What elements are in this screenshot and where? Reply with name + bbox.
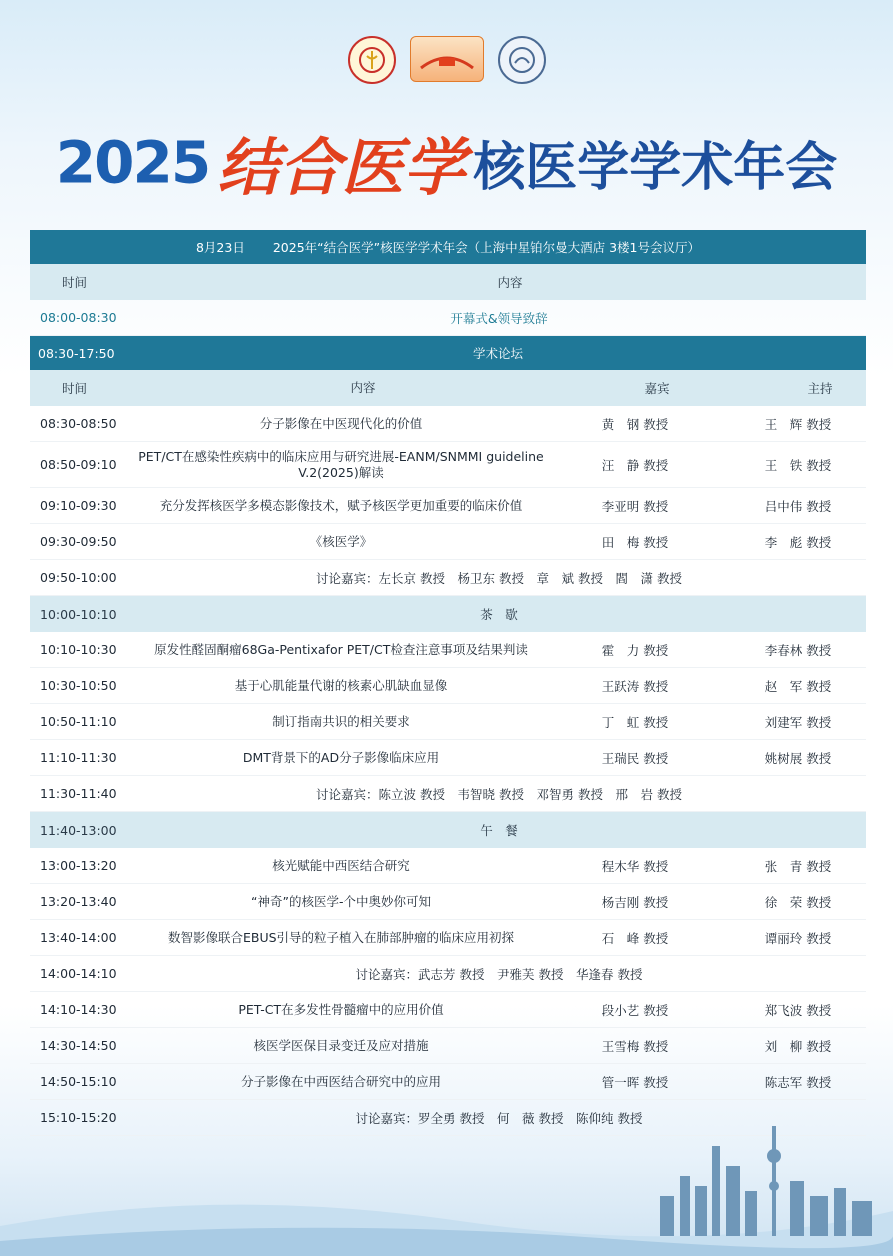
session-row [30, 1028, 866, 1064]
session-guest: 管一晖 教授 [601, 1074, 669, 1090]
session-host: 王 辉 教授 [764, 416, 832, 432]
session-row [30, 524, 866, 560]
session-title: 基于心肌能量代谢的核素心肌缺血显像 [234, 677, 448, 693]
session-host: 李春林 教授 [764, 642, 832, 658]
title-calligraphy: 结合医学 [217, 131, 466, 204]
session-row [30, 740, 866, 776]
header-time: 时间 [62, 275, 88, 290]
session-host: 刘建军 教授 [764, 714, 832, 730]
session-title: 充分发挥核医学多模态影像技术，赋予核医学更加重要的临床价值 [159, 497, 523, 513]
session-time: 14:30-14:50 [40, 1038, 117, 1053]
session-time: 08:30-08:50 [40, 416, 117, 431]
session-guest: 田 梅 教授 [601, 534, 669, 550]
session-title: 核光赋能中西医结合研究 [272, 857, 410, 873]
session-host: 李 彪 教授 [764, 534, 832, 550]
col-host: 主持 [807, 381, 833, 396]
column-header-row [30, 370, 866, 406]
session-host: 王 铁 教授 [764, 457, 832, 473]
session-title: 数智影像联合EBUS引导的粒子植入在肺部肿瘤的临床应用初探 [167, 929, 515, 945]
session-guest: 杨吉刚 教授 [601, 894, 669, 910]
conference-logo [410, 36, 484, 82]
session-guest: 李亚明 教授 [601, 498, 669, 514]
session-row [30, 884, 866, 920]
event-banner [30, 230, 866, 264]
title-rest: 核医学学术年会 [473, 138, 838, 198]
session-row [30, 848, 866, 884]
break-label: 午 餐 [480, 823, 518, 838]
discussion-guests: 讨论嘉宾：武志芳 教授 尹雅芙 教授 华逢春 教授 [355, 966, 643, 982]
opening-row [30, 300, 866, 336]
event-date: 8月23日 [195, 240, 245, 255]
discussion-guests: 讨论嘉宾：左长京 教授 杨卫东 教授 章 斌 教授 閻 潇 教授 [316, 570, 682, 586]
session-title: DMT背景下的AD分子影像临床应用 [242, 749, 440, 765]
session-row [30, 632, 866, 668]
session-row [30, 442, 866, 488]
association-seal-logo [498, 36, 546, 84]
header-content: 内容 [497, 275, 523, 290]
session-guest: 汪 静 教授 [601, 457, 669, 473]
discussion-guests: 讨论嘉宾：陈立波 教授 韦智晓 教授 邓智勇 教授 邢 岩 教授 [316, 786, 682, 802]
session-host: 吕中伟 教授 [764, 498, 832, 514]
session-host: 徐 荣 教授 [764, 894, 832, 910]
session-row [30, 704, 866, 740]
session-time: 13:00-13:20 [40, 858, 117, 873]
session-host: 郑飞波 教授 [764, 1002, 832, 1018]
session-title: 分子影像在中医现代化的价值 [259, 415, 423, 431]
schedule-table [30, 230, 866, 1136]
session-guest: 程木华 教授 [601, 858, 669, 874]
session-time: 11:10-11:30 [40, 750, 117, 765]
forum-row [30, 336, 866, 370]
break-label: 茶 歇 [480, 607, 518, 622]
page-title [0, 118, 893, 207]
session-row [30, 920, 866, 956]
session-guest: 丁 虹 教授 [601, 714, 669, 730]
session-time: 10:10-10:30 [40, 642, 117, 657]
break-row [30, 812, 866, 848]
session-host: 陈志军 教授 [764, 1074, 832, 1090]
session-title: “神奇”的核医学-个中奥妙你可知 [251, 893, 431, 909]
session-host: 刘 柳 教授 [764, 1038, 832, 1054]
col-content: 内容 [350, 380, 376, 395]
session-guest: 王雪梅 教授 [601, 1038, 669, 1054]
session-time: 14:00-14:10 [40, 966, 117, 981]
session-title: 《核医学》 [309, 533, 373, 549]
session-host: 赵 军 教授 [764, 678, 832, 694]
discussion-row [30, 776, 866, 812]
session-row [30, 406, 866, 442]
session-title: 制订指南共识的相关要求 [272, 713, 410, 729]
session-time: 14:50-15:10 [40, 1074, 117, 1089]
col-guest: 嘉宾 [644, 381, 670, 396]
opening-label: 开幕式&领导致辞 [450, 310, 548, 326]
session-host: 姚树展 教授 [764, 750, 832, 766]
event-name: 2025年“结合医学”核医学学术年会（上海中星铂尔曼大酒店 3楼1号会议厅） [272, 240, 700, 255]
session-host: 谭丽玲 教授 [764, 930, 832, 946]
session-time: 13:20-13:40 [40, 894, 117, 909]
session-title: PET/CT在感染性疾病中的临床应用与研究进展-EANM/SNMMI guideline V.2(2025)解读 [138, 448, 544, 480]
session-host: 张 青 教授 [764, 858, 832, 874]
session-row [30, 1064, 866, 1100]
session-guest: 段小艺 教授 [601, 1002, 669, 1018]
logo-strip [0, 36, 893, 84]
session-time: 15:10-15:20 [40, 1110, 117, 1125]
session-time: 09:10-09:30 [40, 498, 117, 513]
city-skyline-illustration [0, 1116, 893, 1256]
opening-time: 08:00-08:30 [40, 310, 117, 325]
discussion-row [30, 560, 866, 596]
session-time: 09:30-09:50 [40, 534, 117, 549]
session-title: 核医学医保目录变迁及应对措施 [253, 1037, 429, 1053]
session-title: 分子影像在中西医结合研究中的应用 [240, 1073, 441, 1089]
title-year: 2025 [55, 128, 210, 197]
session-rows [30, 406, 866, 1136]
session-guest: 王跃涛 教授 [601, 678, 669, 694]
top-header-row [30, 264, 866, 300]
session-time: 11:30-11:40 [40, 786, 117, 801]
col-time: 时间 [62, 381, 88, 396]
discussion-row [30, 956, 866, 992]
session-guest: 王瑞民 教授 [601, 750, 669, 766]
session-time: 10:00-10:10 [40, 606, 117, 622]
break-row [30, 596, 866, 632]
session-title: PET-CT在多发性骨髓瘤中的应用价值 [238, 1001, 444, 1017]
forum-time: 08:30-17:50 [38, 345, 115, 361]
session-time: 14:10-14:30 [40, 1002, 117, 1017]
society-seal-logo [348, 36, 396, 84]
forum-label: 学术论坛 [472, 346, 523, 361]
session-time: 10:50-11:10 [40, 714, 117, 729]
session-time: 11:40-13:00 [40, 822, 117, 838]
session-guest: 黄 钢 教授 [601, 416, 669, 432]
session-time: 13:40-14:00 [40, 930, 117, 945]
session-time: 09:50-10:00 [40, 570, 117, 585]
session-title: 原发性醛固酮瘤68Ga-Pentixafor PET/CT检查注意事项及结果判读 [154, 641, 528, 657]
session-time: 10:30-10:50 [40, 678, 117, 693]
session-guest: 石 峰 教授 [601, 930, 669, 946]
session-row [30, 992, 866, 1028]
session-time: 08:50-09:10 [40, 457, 117, 472]
session-guest: 霍 力 教授 [601, 642, 669, 658]
session-row [30, 488, 866, 524]
discussion-guests: 讨论嘉宾：罗全勇 教授 何 薇 教授 陈仰纯 教授 [355, 1110, 643, 1126]
session-row [30, 668, 866, 704]
